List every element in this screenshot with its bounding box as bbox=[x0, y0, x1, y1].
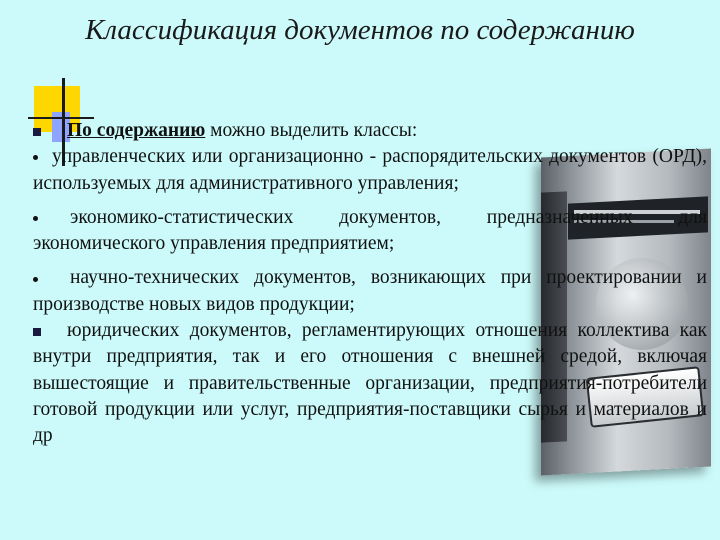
square-bullet-icon bbox=[33, 128, 41, 136]
dot-bullet-icon bbox=[33, 216, 38, 221]
list-item bbox=[33, 318, 707, 449]
dot-bullet-icon bbox=[33, 155, 38, 160]
list-item-text: управленческих или организационно - распорядительских документов (ОРД), используемых для административного управления; bbox=[33, 146, 707, 194]
square-bullet-icon bbox=[33, 328, 41, 336]
slide-content bbox=[33, 118, 707, 450]
list-item bbox=[33, 265, 707, 318]
intro-rest: можно выделить классы: bbox=[205, 120, 418, 141]
slide-title: Классификация документов по содержанию bbox=[85, 14, 635, 46]
list-item-text: юридических документов, регламентирующих отношения коллектива как внутри предприятия, так и его отношения с внешней средой, включая вышестоящие и правительственные организации, предприятия-потребители готовой продукции или услуг, предприятия-поставщики сырья и материалов и др bbox=[33, 320, 707, 447]
list-item-text: научно-технических документов, возникающих при проектировании и производстве новых видов продукции; bbox=[33, 267, 707, 315]
dot-bullet-icon bbox=[33, 277, 38, 282]
list-item bbox=[33, 144, 707, 197]
list-item-text: экономико-статистических документов, предназначенных для экономического управления предприятием; bbox=[33, 206, 707, 255]
list-item bbox=[33, 205, 707, 258]
intro-paragraph bbox=[33, 118, 707, 144]
intro-bold: По содержанию bbox=[67, 120, 206, 141]
